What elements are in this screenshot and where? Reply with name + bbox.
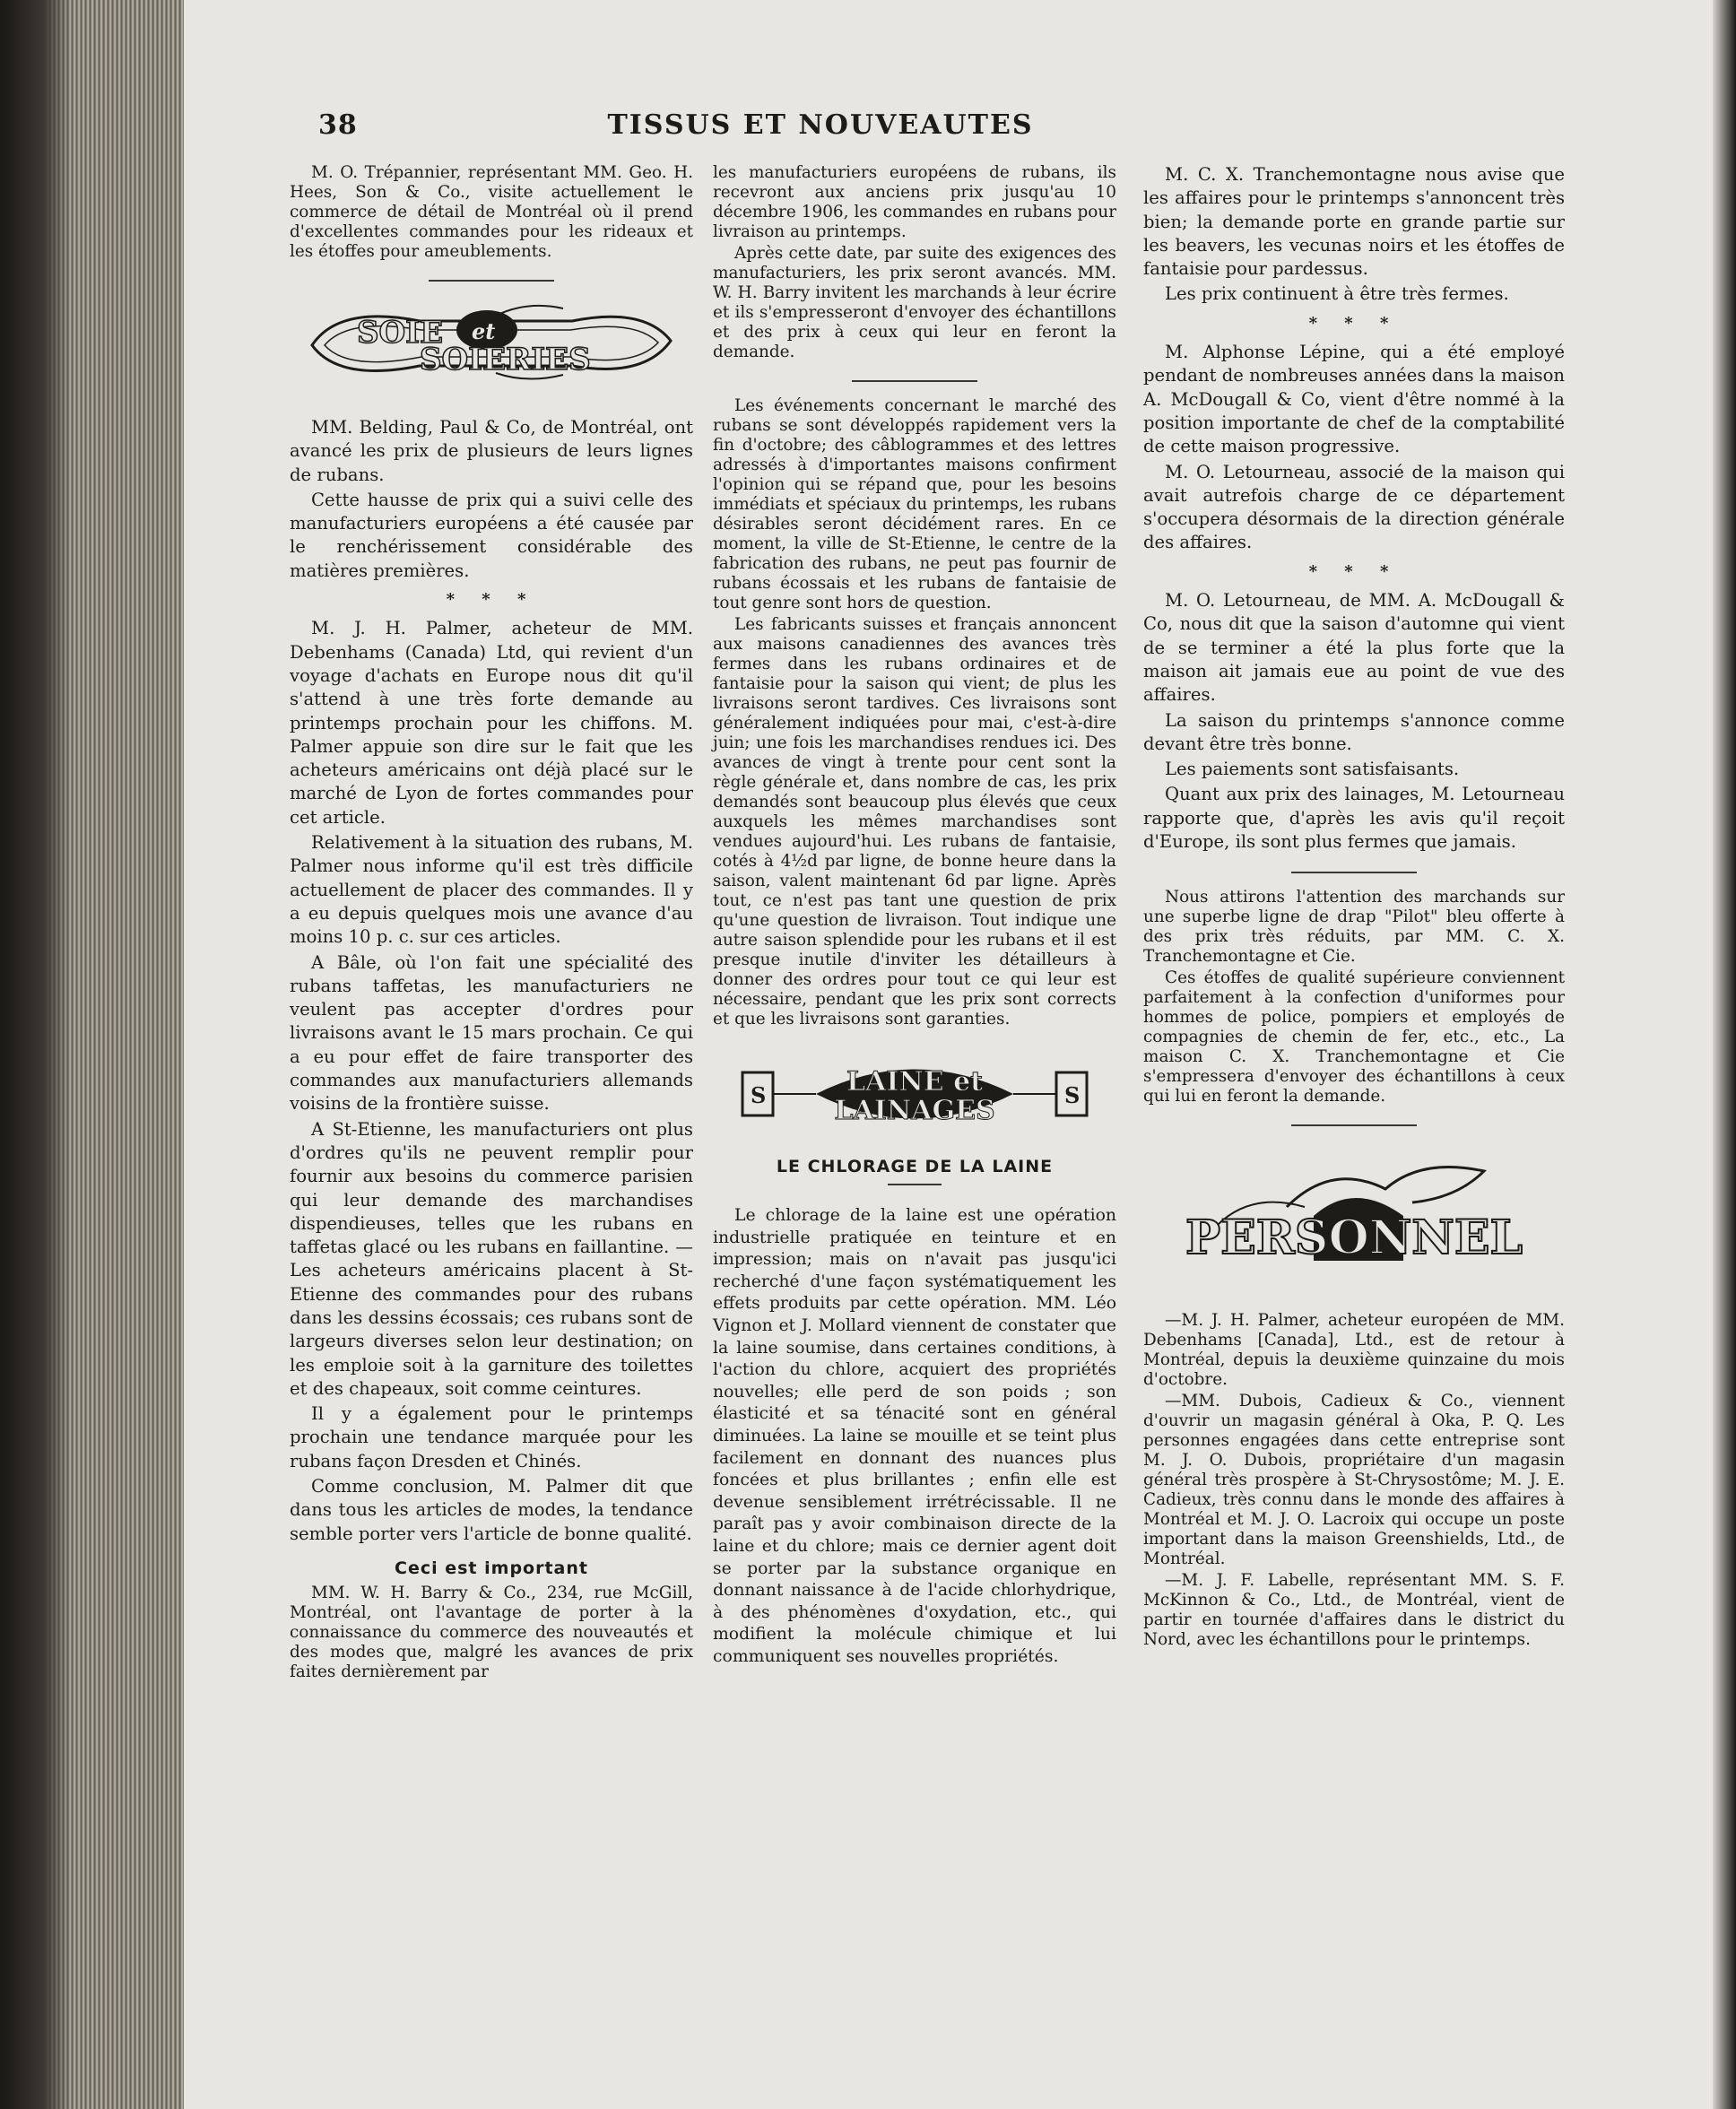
paragraph-trepannier: M. O. Trépannier, représentant MM. Geo. H. Hees, Son & Co., visite actuellement le commerce de détail de Montréal où il prend d'excellentes commandes pour les rideaux et les étoffes pour ameublements.: [290, 163, 693, 261]
paragraph-palmer-2: Relativement à la situation des rubans, M. Palmer nous informe qu'il est très difficile actuellement de placer des commandes. Il y a eu depuis quelques mois une avance d'au moins 10 p. c. sur ces articles.: [290, 832, 693, 948]
personnel-banner-ornament: [1152, 1153, 1556, 1288]
divider: [852, 380, 977, 382]
lainages-word: LAINAGES: [834, 1095, 995, 1126]
paragraph-attention: Nous attirons l'attention des marchands sur une superbe ligne de drap "Pilot" bleu offerte à des prix très réduits, par MM. C. X. Tranchemontagne et Cie.: [1143, 888, 1565, 967]
laine-et-lainages-banner: [713, 1049, 1116, 1144]
laine-banner-ornament: [735, 1049, 1094, 1139]
paragraph-paiements: Les paiements sont satisfaisants.: [1165, 759, 1460, 780]
subhead-chlorage: LE CHLORAGE DE LA LAINE: [776, 1157, 1054, 1176]
paragraph-tranchemontagne: M. C. X. Tranchemontagne nous avise que les affaires pour le printemps s'annoncent très bien; la demande porte en grande partie sur les beavers, les vecunas noirs et les étoffes de fantaisie pour pardessus.: [1143, 164, 1565, 280]
soie-banner-ornament: [303, 296, 680, 386]
page-header: [318, 109, 1323, 145]
paragraph-personnel-palmer: —M. J. H. Palmer, acheteur européen de MM. Debenhams [Canada], Ltd., est de retour à Montréal, depuis la deuxième quinzaine du mois d'octobre.: [1143, 1311, 1565, 1390]
soie-word: SOIE: [357, 315, 443, 351]
paragraph-palmer-1: M. J. H. Palmer, acheteur de MM. Debenhams (Canada) Ltd, qui revient d'un voyage d'achats en Europe nous dit qu'il s'attend à une très forte demande au printemps prochain pour les chiffons. M. Palmer appuie son dire sur le fait que les acheteurs américains ont déjà placé sur le marché de Lyon de fortes commandes pour cet article.: [290, 618, 693, 828]
soie-et-soieries-banner: [290, 296, 693, 391]
paragraph-letourneau-2: M. O. Letourneau, de MM. A. McDougall & Co, nous dit que la saison d'automne qui vient de se terminer a été la plus forte que la maison ait jamais eue au point de vue des affaires.: [1143, 590, 1565, 706]
paragraph-bale: A Bâle, où l'on fait une spécialité des rubans taffetas, les manufacturiers ne veulent pas accepter d'ordres pour livraisons avant le 15 mars prochain. Ce qui a eu pour effet de faire transporter des commandes aux manufacturiers allemands voisins de la frontière suisse.: [290, 951, 693, 1115]
column-right: [1143, 163, 1565, 1652]
paragraph-st-etienne: A St-Etienne, les manufacturiers ont plus d'ordres qu'ils ne peuvent remplir pour fournir aux besoins du commerce parisien qui leur demande des marchandises dispendieuses, telles que les rubans en taffetas glacé ou les rubans en faillantine. — Les acheteurs américains placent à St-Etienne des commandes pour des rubans dans les dessins écossais; ces rubans sont de largeurs diverses selon leur destination; on les emploie soit à la garniture des toilettes et des chapeaux, soit comme ceintures.: [290, 1118, 693, 1399]
divider: [1291, 872, 1417, 873]
page-right-edge: [1713, 0, 1736, 2109]
laine-word: LAINE et: [846, 1066, 984, 1098]
svg-text:S: S: [1064, 1082, 1081, 1108]
paragraph-tendance: Il y a également pour le printemps prochain une tendance marquée pour les rubans façon Dresden et Chinés.: [290, 1403, 693, 1471]
divider: [1291, 1124, 1417, 1126]
paragraph-hausse: Cette hausse de prix qui a suivi celle des manufacturiers européens a été causée par le renchérissement considérable des matières premières.: [290, 489, 693, 581]
paragraph-lepine: M. Alphonse Lépine, qui a été employé pendant de nombreuses années dans la maison A. McDougall & Co, vient d'être nommé à la position importante de chef de la comptabilité de cette maison progressive.: [1143, 342, 1565, 457]
svg-text:S: S: [751, 1082, 767, 1108]
section-dots: * * *: [1308, 561, 1400, 581]
book-spine-shadow: [0, 0, 72, 2109]
personnel-word: PERSONNEL: [1185, 1211, 1523, 1266]
paragraph-personnel-dubois: —MM. Dubois, Cadieux & Co., viennent d'ouvrir un magasin général à Oka, P. Q. Les personnes engagées dans cette entreprise sont M. J. O. Dubois, propriétaire d'un magasin général très prospère à St-Chrysostôme; M. J. E. Cadieux, très connu dans le monde des affaires à Montréal et M. J. O. Lacroix qui occupe un poste important dans la maison Greenshields, Ltd., de Montréal.: [1143, 1392, 1565, 1569]
paragraph-etoffes: Ces étoffes de qualité supérieure conviennent parfaitement à la confection d'uniformes pour hommes de police, pompiers et employés de compagnies de chemin de fer, etc., etc., La maison C. X. Tranchemontagne et Cie s'empressera d'envoyer des échantillons à ceux qui lui en feront la demande.: [1143, 968, 1565, 1107]
short-divider: [888, 1184, 942, 1185]
paragraph-conclusion: Comme conclusion, M. Palmer dit que dans tous les articles de modes, la tendance semble porter vers l'article de bonne qualité.: [290, 1476, 693, 1544]
personnel-banner: [1143, 1153, 1565, 1293]
paragraph-letourneau-1: M. O. Letourneau, associé de la maison qui avait autrefois charge de ce département s'occupera désormais de la direction générale des affaires.: [1143, 461, 1565, 553]
page-number: 38: [318, 109, 358, 141]
paragraph-fabricants: Les fabricants suisses et français annoncent aux maisons canadiennes des avances très fermes dans les rubans ordinaires et de fantaisie pour la saison qui vient; de plus les livraisons seront tardives. Ces livraisons sont généralement indiquées pour mai, c'est-à-dire juin; une fois les marchandises rendues ici. Des avances de vingt à trente pour cent sont la règle générale et, dans nombre de cas, les prix demandés sont beaucoup plus élevés que ceux auxquels les mêmes marchandises sont vendues aujourd'hui. Les rubans de fantaisie, cotés à 4½d par ligne, de bonne heure dans la saison, valent maintenant 6d par ligne. Après tout, ce n'est pas tant une question de prix qu'une question de livraison. Tout indique une autre saison splendide pour les rubans et il est presque inutile d'inviter les détailleurs à donner des ordres pour tout ce qui leur est nécessaire, pendant que les prix sont corrects et que les livraisons sont garanties.: [713, 615, 1116, 1028]
divider: [429, 280, 554, 282]
paragraph-chlorage: Le chlorage de la laine est une opération industrielle pratiquée en teinture et en impression; mais on n'avait pas jusqu'ici recherché d'une façon systématiquement les effets produits par cette opération. MM. Léo Vignon et J. Mollard viennent de constater que la laine soumise, dans certaines conditions, à l'action du chlore, acquiert des propriétés nouvelles; elle perd de son poids ; son élasticité et sa ténacité sont en général diminuées. La laine se mouille et se teint plus facilement en donnant des nuances plus foncées et plus brillantes ; enfin elle est devenue sensiblement irrétrécissable. Il ne paraît pas y avoir combinaison directe de la laine et du chlore; mais ce dernier agent doit se porter par la substance organique en donnant naissance à de l'acide chlorhydrique, à des phénomènes d'oxydation, etc., qui modifient la molécule chimique et lui communiquent ses nouvelles propriétés.: [713, 1206, 1116, 1666]
paragraph-saison: La saison du printemps s'annonce comme devant être très bonne.: [1143, 709, 1565, 754]
et-word: et: [472, 318, 496, 344]
soieries-word: SOIERIES: [420, 342, 591, 378]
column-left: [290, 163, 693, 1684]
paragraph-personnel-labelle: —M. J. F. Labelle, représentant MM. S. F. McKinnon & Co., Ltd., de Montréal, vient de partir en tournée d'affaires dans le district du Nord, avec les échantillons pour le printemps.: [1143, 1571, 1565, 1650]
section-dots: * * *: [1308, 313, 1400, 333]
paragraph-barry: MM. W. H. Barry & Co., 234, rue McGill, Montréal, ont l'avantage de porter à la connaissance du commerce des nouveautés et des modes que, malgré les avances de prix faites dernièrement par: [290, 1583, 693, 1681]
paragraph-barry-continued: les manufacturiers européens de rubans, ils recevront aux anciens prix jusqu'au 10 décembre 1906, les commandes en rubans pour livraison au printemps.: [713, 163, 1116, 241]
subhead-important: Ceci est important: [395, 1558, 588, 1578]
column-middle: [713, 163, 1116, 1670]
paragraph-prix-fermes: Les prix continuent à être très fermes.: [1165, 283, 1509, 305]
journal-page: [184, 0, 1736, 2109]
running-title: TISSUS ET NOUVEAUTES: [607, 109, 1034, 141]
paragraph-evenements: Les événements concernant le marché des rubans se sont développés rapidement vers la fin d'octobre; des câblogrammes et des lettres adressés à d'importantes maisons confirment l'opinion qui se répand que, pour les besoins immédiats et spéciaux du printemps, les rubans désirables seront décidément rares. En ce moment, la ville de St-Etienne, le centre de la fabrication des rubans, ne peut pas fournir de rubans écossais et les rubans de fantaisie de tout genre sont hors de question.: [713, 396, 1116, 612]
section-dots: * * *: [446, 590, 537, 610]
paragraph-lainages: Quant aux prix des lainages, M. Letourneau rapporte que, d'après les avis qu'il reçoit d'Europe, ils sont plus fermes que jamais.: [1143, 784, 1565, 853]
paragraph-belding: MM. Belding, Paul & Co, de Montréal, ont avancé les prix de plusieurs de leurs lignes de rubans.: [290, 417, 693, 485]
paragraph-apres: Après cette date, par suite des exigences des manufacturiers, les prix seront avancés. MM. W. H. Barry invitent les marchands à leur écrire et ils s'empresseront d'envoyer des échantillons et des prix à ceux qui leur en feront la demande.: [713, 244, 1116, 361]
